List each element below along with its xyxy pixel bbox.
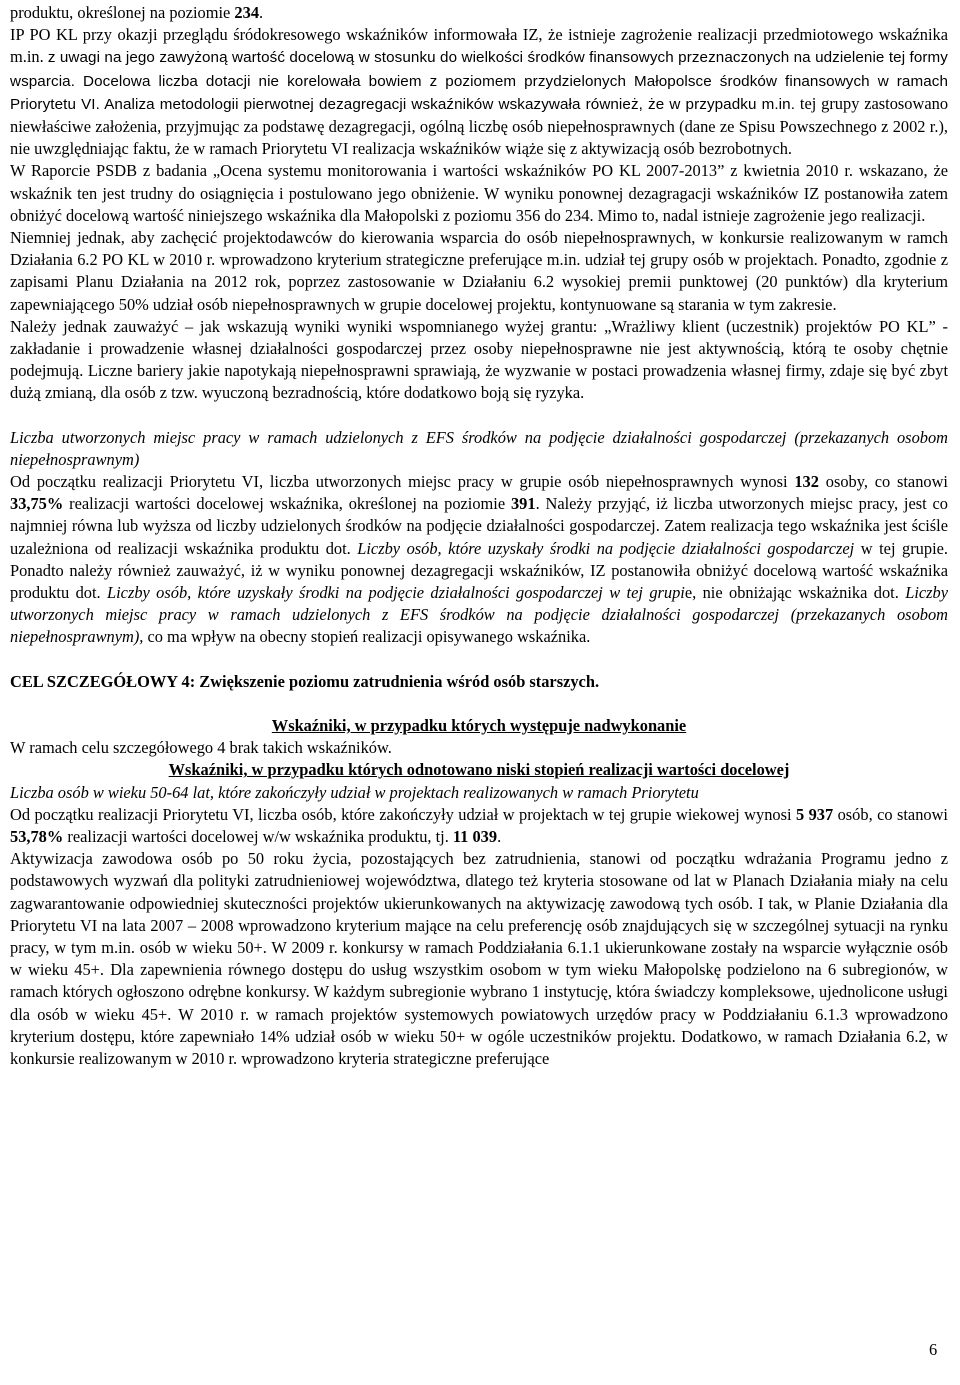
page-number: 6 [929, 1340, 938, 1359]
document-page [10, 2, 948, 1070]
value-132: 132 [794, 472, 819, 492]
value-391: 391 [510, 494, 536, 514]
indicator-title-age-50-64: Liczba osób w wieku 50-64 lat, które zakończyły udział w projektach realizowanych w ramach Priorytetu [10, 782, 699, 802]
paragraph-jobs-realization: Od początku realizacji Priorytetu VI, liczba utworzonych miejsc pracy w grupie osób niepełnosprawnych wynosi 132 osoby, co stanowi 33,75% realizacji wartości docelowej wskaźnika, określonej na poziomie 391. Należy przyjąć, iż liczba utworzonych miejsc pracy, jest co najmniej równa lub wyższa od liczby udzielonych środków na podjęcie działalności gospodarczej. Zatem realizacja tego wskaźnika jest ściśle uzależniona od realizacji wskaźnika produktu dot. Liczby osób, które uzyskały środki na podjęcie działalności gospodarczej w tej grupie. Ponadto należy również zauważyć, iż w wyniku ponownej dezagregacji wskaźników, IZ postanowiła obniżyć docelową wartość wskaźnika produktu dot. Liczby osób, które uzyskały środki na podjęcie działalności gospodarczej w tej grupie, nie obniżając wskażnika dot. Liczby utworzonych miejsc pracy w ramach udzielonych z EFS środków na podjęcie działalności gospodarczej (przekazanych osobom niepełnosprawnym), co ma wpływ na obecny stopień realizacji opisywanego wskaźnika. [10, 472, 948, 647]
paragraph-activation-50plus: Aktywizacja zawodowa osób po 50 roku życia, pozostających bez zatrudnienia, stanowi od początku wdrażania Programu jedno z podstawowych wyzwań dla polityki zatrudnieniowej województwa, dlatego też kryteria stosowane od lat w Planach Działania miały na celu zagwarantowanie odpowiedniej skuteczności projektów ukierunkowanych na aktywizację zawodową tych osób. I tak, w Planie Działania dla Priorytetu VI na lata 2007 – 2008 wprowadzono kryterium mające na celu preferencję osób znajdujących się w szczególnej sytuacji na rynku pracy, w tym m.in. osób w wieku 50+. W 2009 r. konkursy w ramach Poddziałania 6.1.1 ukierunkowane zostały na wsparcie wyłącznie osób w wieku 45+. Dla zapewnienia równego dostępu do usług wszystkim osobom w tym wieku Małopolskę podzielono na 6 subregionów, w ramach których ogłoszono odrębne konkursy. W każdym subregionie wybrano 1 instytucję, która świadczy kompleksowe, ujednolicone usługi dla osób w wieku 45+. W 2010 r. w ramach projektów systemowych powiatowych urzędów pracy w Poddziałaniu 6.1.3 wprowadzono kryterium dostępu, które zapewniało 14% udział osób w wieku 50+ w ogóle uczestników projektu. Dodatkowo, w ramach Działania 6.2, w konkursie realizowanym w 2010 r. wprowadzono kryteria strategiczne preferujące [10, 849, 948, 1068]
paragraph-barriers: Należy jednak zauważyć – jak wskazują wyniki wyniki wspomnianego wyżej grantu: „Wrażliwy klient (uczestnik) projektów PO KL” - zakładanie i prowadzenie własnej działalności gospodarczej przez osoby niepełnosprawne nie jest aktywnością, którą te osoby chętnie podejmują. Liczne bariery jakie napotykają niepełnosprawni sprawiają, że wyzwanie w postaci prowadzenia własnej firmy, zdaje się być zbyt dużą zmianą, dla osób z tzw. wyuczoną bezradnością, które dodatkowo boją się ryzyka. [10, 316, 948, 403]
indicator-title-jobs: Liczba utworzonych miejsc pracy w ramach udzielonych z EFS środków na podjęcie działalności gospodarczej (przekazanych osobom niepełnosprawnym) [10, 427, 948, 469]
paragraph-encouragement: Niemniej jednak, aby zachęcić projektodawców do kierowania wsparcia do osób niepełnosprawnych, w konkursie realizowanym w ramch Działania 6.2 PO KL w 2010 r. wprowadzono kryterium strategiczne preferujące m.in. udział tej grupy osób w projektach. Ponadto, zgodnie z zapisami Planu Działania na 2012 rok, poprzez zastosowanie w Działaniu 6.2 wysokiej premii punktowej (20 punktów) dla kryterium zapewniającego 50% udział osób niepełnosprawnych w grupie docelowej projektu, kontynuowane są starania w tym zakresie. [10, 228, 948, 314]
value-53-78-percent: 53,78% [10, 826, 64, 846]
paragraph-midterm-review: IP PO KL przy okazji przeglądu śródokresowego wskaźników informowała IZ, że istnieje zagrożenie realizacji przedmiotowego wskaźnika m.in. z uwagi na jego zawyżoną wartość docelową w stosunku do wielkości środków finansowych przeznaczonych na udzielenie tej formy wsparcia. Docelowa liczba dotacji nie korelowała bowiem z poziomem przydzielonych Małopolsce środków finansowych w ramach Priorytetu VI. Analiza metodologii pierwotnej dezagregacji wskaźników wskazywała również, że w przypadku m.in. tej grupy zastosowano niewłaściwe założenia, przyjmując za podstawę dezagregacji, ogólną liczbę osób niepełnosprawnych (dane ze Spisu Powszechnego z 2002 r.), nie uwzględniając faktu, że w ramach Priorytetu VI realizacja wskaźników wiąże się z aktywizacją osób bezrobotnych. [10, 25, 949, 159]
paragraph-product-level: produktu, określonej na poziomie 234. [10, 3, 264, 22]
text-no-indicators: W ramach celu szczegółowego 4 brak takich wskaźników. [10, 738, 392, 758]
paragraph-psdb-report: W Raporcie PSDB z badania „Ocena systemu monitorowania i wartości wskaźników PO KL 2007-2013” z kwietnia 2010 r. wskazano, że wskaźnik ten jest trudny do osiągnięcia i postulowano jego obniżenie. W wyniku ponownej dezagragacji wskaźników IZ postanowiła zatem obniżyć docelową wartość niniejszego wskaźnika dla Małopolski z poziomu 356 do 234. Mimo to, nadal istnieje zagrożenie jego realizacji. [10, 161, 948, 225]
paragraph-age-50-64-realization: Od początku realizacji Priorytetu VI, liczba osób, które zakończyły udział w projektach w tej grupie wiekowej wynosi 5 937 osób, co stanowi 53,78% realizacji wartości docelowej w/w wskaźnika produktu, tj. 11 039. [10, 804, 948, 846]
value-5937: 5 937 [795, 804, 834, 824]
subheading-overperformance: Wskaźniki, w przypadku których występuje nadwykonanie [271, 715, 687, 735]
value-11039: 11 039 [452, 826, 498, 846]
value-234: 234 [234, 3, 260, 22]
value-33-75-percent: 33,75% [10, 494, 64, 514]
subheading-low-realization: Wskaźniki, w przypadku których odnotowano niski stopień realizacji wartości docelowej [168, 760, 790, 780]
goal-4-heading: CEL SZCZEGÓŁOWY 4: Zwiększenie poziomu zatrudnienia wśród osób starszych. [10, 671, 600, 691]
